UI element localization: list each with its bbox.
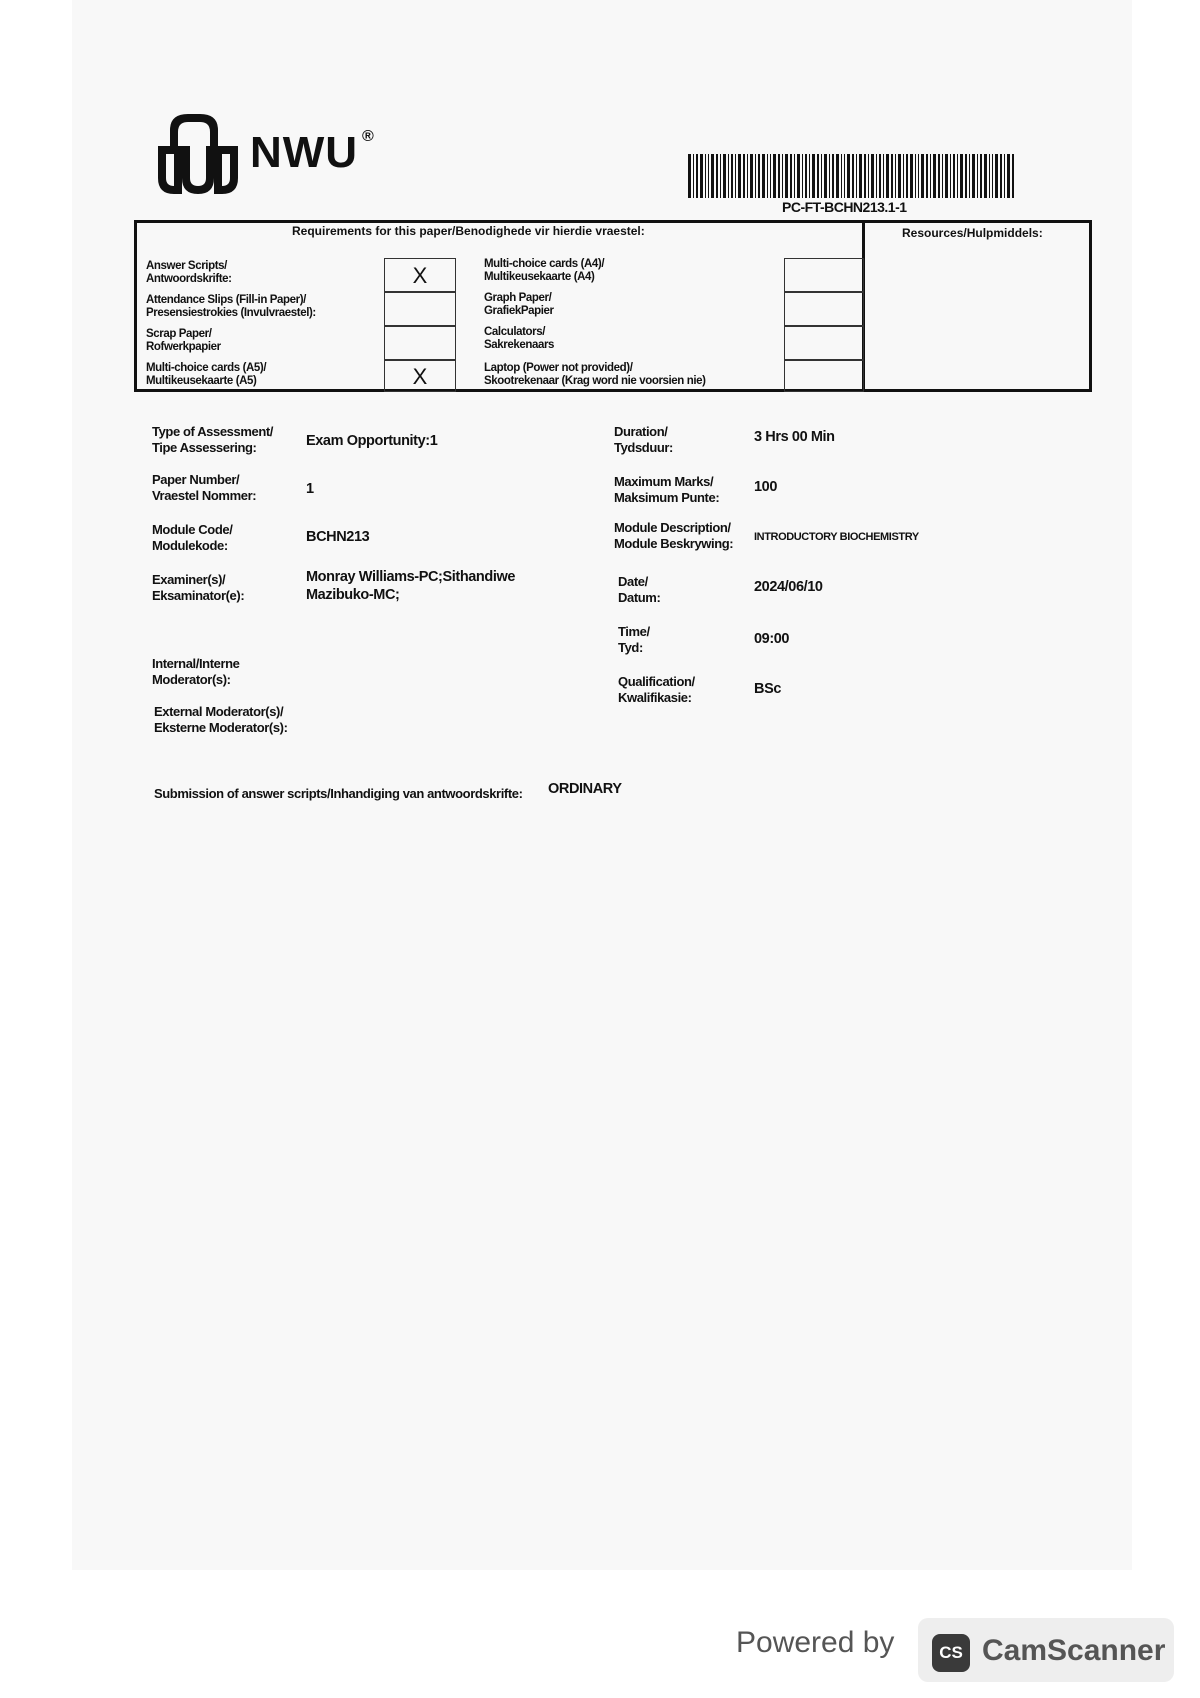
internal-moderator-label: Internal/Interne Moderator(s):: [152, 656, 240, 687]
type-of-assessment-value: Exam Opportunity:1: [306, 433, 438, 449]
qualification-label: Qualification/ Kwalifikasie:: [618, 674, 695, 705]
duration-label: Duration/ Tydsduur:: [614, 424, 673, 455]
req-laptop: Laptop (Power not provided)/ Skootrekenaar (Krag word nie voorsien nie): [484, 362, 706, 387]
resources-title: Resources/Hulpmiddels:: [902, 226, 1043, 240]
req-scrap-paper: Scrap Paper/ Rofwerkpapier: [146, 328, 221, 353]
checkbox-graph-paper: [784, 292, 864, 326]
checkbox-scrap-paper: [384, 326, 456, 360]
date-label: Date/ Datum:: [618, 574, 661, 605]
module-description-label: Module Description/ Module Beskrywing:: [614, 520, 734, 551]
req-multichoice-a5: Multi-choice cards (A5)/ Multikeusekaarte (A5): [146, 362, 267, 387]
submission-value: ORDINARY: [548, 781, 622, 797]
qualification-value: BSc: [754, 681, 782, 697]
checkbox-laptop: [784, 360, 864, 392]
examiner-value: Monray Williams-PC;Sithandiwe Mazibuko-MC;: [306, 569, 516, 603]
paper-number-label: Paper Number/ Vraestel Nommer:: [152, 472, 257, 503]
module-description-value: INTRODUCTORY BIOCHEMISTRY: [754, 531, 919, 543]
module-code-label: Module Code/ Modulekode:: [152, 522, 233, 553]
barcode: [688, 154, 1014, 198]
submission-label: Submission of answer scripts/Inhandiging van antwoordskrifte:: [154, 786, 523, 801]
camscanner-brand: CamScanner: [982, 1634, 1166, 1667]
logo-wordmark: NWU: [250, 128, 359, 177]
camscanner-icon: CS: [932, 1634, 970, 1672]
powered-by-text: Powered by: [736, 1626, 895, 1659]
maximum-marks-value: 100: [754, 479, 777, 495]
barcode-label: PC-FT-BCHN213.1-1: [782, 199, 907, 215]
type-of-assessment-label: Type of Assessment/ Tipe Assessering:: [152, 424, 273, 455]
examiner-label: Examiner(s)/ Eksaminator(e):: [152, 572, 245, 603]
req-calculators: Calculators/ Sakrekenaars: [484, 326, 555, 351]
duration-value: 3 Hrs 00 Min: [754, 429, 835, 445]
req-attendance-slips: Attendance Slips (Fill-in Paper)/ Presensiestrokies (Invulvraestel):: [146, 294, 316, 319]
registered-mark: ®: [362, 128, 374, 145]
req-answer-scripts: Answer Scripts/ Antwoordskrifte:: [146, 260, 232, 285]
checkbox-calculators: [784, 326, 864, 360]
maximum-marks-label: Maximum Marks/ Maksimum Punte:: [614, 474, 720, 505]
external-moderator-label: External Moderator(s)/ Eksterne Moderator(s):: [154, 704, 288, 735]
date-value: 2024/06/10: [754, 579, 823, 595]
time-label: Time/ Tyd:: [618, 624, 650, 655]
requirements-title: Requirements for this paper/Benodighede vir hierdie vraestel:: [292, 224, 645, 238]
nwu-logo-icon: [148, 108, 240, 200]
paper-number-value: 1: [306, 481, 314, 497]
checkbox-answer-scripts: X: [384, 258, 456, 292]
checkbox-multichoice-a5: X: [384, 360, 456, 392]
req-graph-paper: Graph Paper/ GrafiekPapier: [484, 292, 554, 317]
time-value: 09:00: [754, 631, 790, 647]
checkbox-multichoice-a4: [784, 258, 864, 292]
req-multichoice-a4: Multi-choice cards (A4)/ Multikeusekaarte (A4): [484, 258, 605, 283]
module-code-value: BCHN213: [306, 529, 370, 545]
checkbox-attendance-slips: [384, 292, 456, 326]
